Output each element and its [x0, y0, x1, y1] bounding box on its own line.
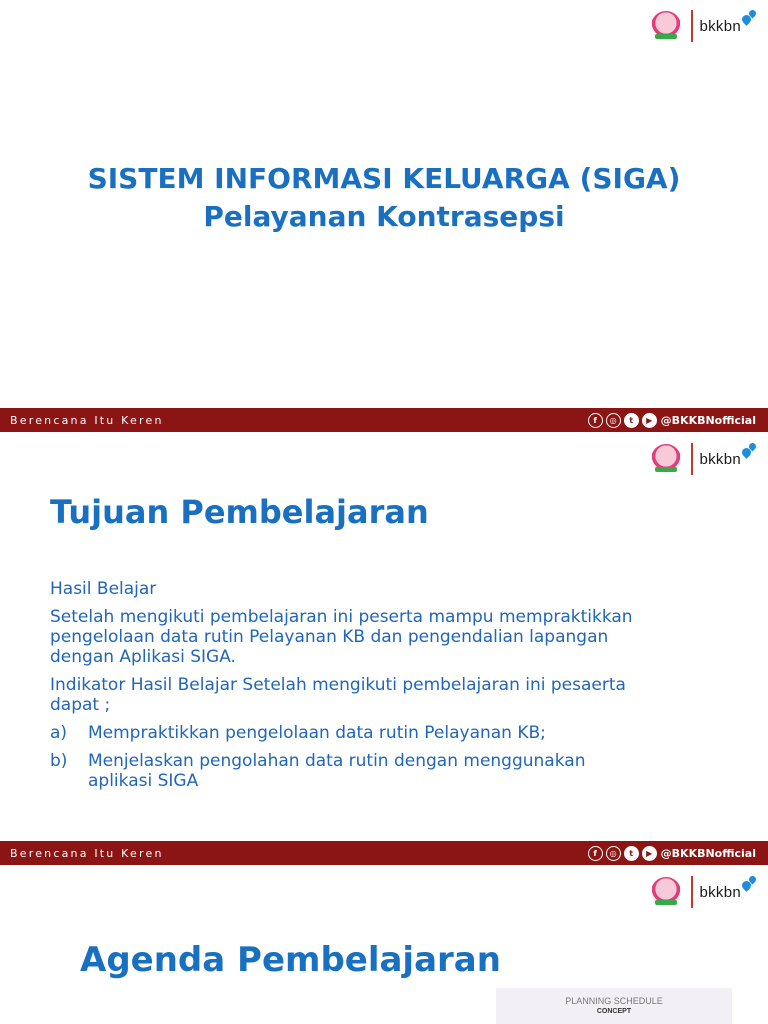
bkkbn-logo-text: bkkbn	[699, 17, 741, 35]
slide-footer	[0, 408, 768, 432]
social-links	[585, 846, 768, 861]
facebook-icon[interactable]: f	[588, 846, 603, 861]
list-item-label: a)	[50, 723, 68, 743]
bkkbn-hearts-icon	[742, 10, 758, 30]
mascot-logo-icon	[651, 11, 681, 41]
learning-objectives	[50, 579, 650, 799]
bkkbn-logo-text: bkkbn	[699, 883, 741, 901]
slide-1	[0, 0, 768, 432]
logo-divider	[691, 10, 693, 42]
bkkbn-logo	[651, 874, 758, 910]
objective-paragraph: Setelah mengikuti pembelajaran ini peserta mampu mempraktikkan pengelolaan data rutin Pelayanan KB dan pengendalian lapangan dengan Aplikasi SIGA.	[50, 607, 633, 667]
slide-title-line1: SISTEM INFORMASI KELUARGA (SIGA)	[87, 162, 681, 195]
instagram-icon[interactable]: ◎	[606, 413, 621, 428]
indicator-paragraph: Indikator Hasil Belajar Setelah mengikuti pembelajaran ini pesaerta dapat ;	[50, 675, 626, 715]
footer-tagline: Berencana Itu Keren	[10, 846, 164, 860]
twitter-icon[interactable]: t	[624, 413, 639, 428]
logo-divider	[691, 876, 693, 908]
list-item-label: b)	[50, 751, 68, 771]
facebook-icon[interactable]: f	[588, 413, 603, 428]
planning-title: PLANNING SCHEDULE	[565, 996, 663, 1006]
social-links	[585, 413, 768, 428]
logo-divider	[691, 443, 693, 475]
bkkbn-logo	[651, 8, 758, 44]
slide-heading: Agenda Pembelajaran	[80, 940, 501, 980]
mascot-logo-icon	[651, 877, 681, 907]
planning-schedule-image	[496, 988, 732, 1024]
footer-tagline: Berencana Itu Keren	[10, 413, 164, 427]
slide-footer	[0, 841, 768, 865]
instagram-icon[interactable]: ◎	[606, 846, 621, 861]
list-item	[50, 751, 650, 791]
bkkbn-logo	[651, 441, 758, 477]
youtube-icon[interactable]: ▶	[642, 413, 657, 428]
list-item-text: Mempraktikkan pengelolaan data rutin Pelayanan KB;	[88, 723, 546, 743]
slide-3	[0, 866, 768, 1024]
mascot-logo-icon	[651, 444, 681, 474]
list-item	[50, 723, 650, 743]
list-item-text: Menjelaskan pengolahan data rutin dengan menggunakan aplikasi SIGA	[88, 751, 586, 791]
youtube-icon[interactable]: ▶	[642, 846, 657, 861]
social-handle: @BKKBNofficial	[660, 846, 756, 860]
planning-subtitle: CONCEPT	[596, 1008, 632, 1015]
slide-title	[0, 160, 768, 236]
slide-2	[0, 433, 768, 865]
twitter-icon[interactable]: t	[624, 846, 639, 861]
bkkbn-hearts-icon	[742, 876, 758, 896]
social-handle: @BKKBNofficial	[660, 413, 756, 427]
bkkbn-hearts-icon	[742, 443, 758, 463]
hasil-belajar-label: Hasil Belajar	[50, 579, 157, 599]
bkkbn-logo-text: bkkbn	[699, 450, 741, 468]
slide-heading: Tujuan Pembelajaran	[50, 493, 429, 531]
slide-title-line2: Pelayanan Kontrasepsi	[203, 200, 565, 233]
